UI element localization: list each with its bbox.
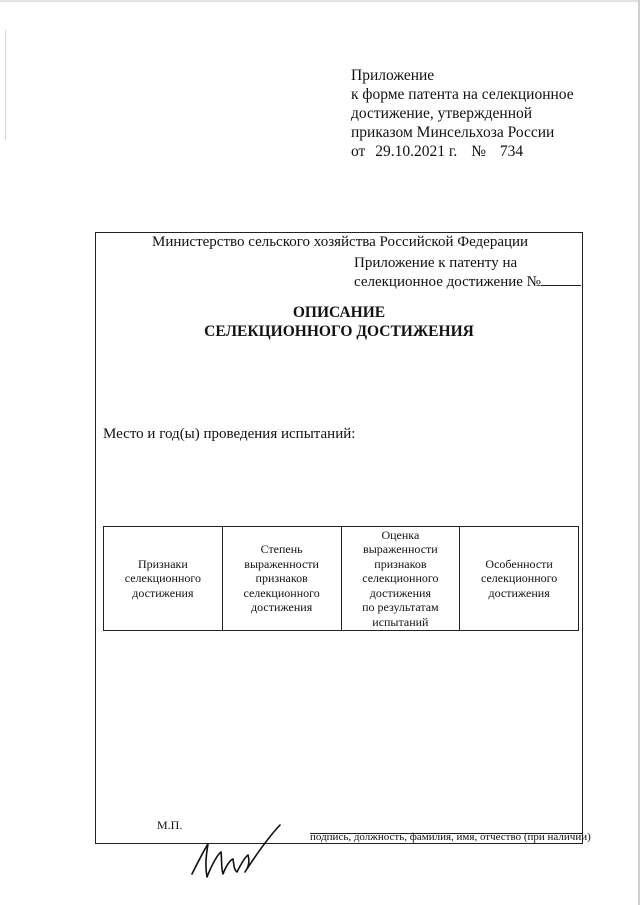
page-edge-top: [0, 0, 640, 2]
handwritten-signature: [188, 822, 283, 884]
page-edge-left: [5, 30, 6, 140]
approval-line-3: достижение, утвержденной: [351, 105, 533, 122]
approval-line-4: приказом Минсельхоза России: [351, 124, 555, 141]
document-title-line-1: ОПИСАНИЕ: [292, 304, 386, 321]
attachment-line-2-text: селекционное достижение №: [354, 274, 541, 290]
signature-caption: подпись, должность, фамилия, имя, отчество (при наличии): [310, 831, 591, 843]
approval-note: [351, 66, 574, 161]
header-assessment-line: по результатам: [362, 600, 439, 615]
header-expression-line: достижения: [251, 600, 313, 615]
approval-date-prefix: от: [351, 143, 366, 160]
stamp-place-label: М.П.: [157, 818, 183, 832]
patent-number-blank: [541, 273, 581, 286]
header-assessment-line: выраженности: [363, 542, 438, 557]
header-peculiarities-line: селекционного: [480, 571, 558, 586]
approval-number-sign: №: [471, 143, 486, 160]
header-assessment-line: селекционного: [362, 571, 439, 586]
header-peculiarities-line: Особенности: [485, 556, 553, 571]
header-expression-line: Степень: [260, 542, 303, 557]
header-expression-degree: [222, 527, 341, 631]
header-features-line: селекционного: [124, 571, 201, 586]
header-assessment: [341, 527, 460, 631]
header-peculiarities: [460, 527, 579, 631]
approval-line-2: к форме патента на селекционное: [351, 86, 574, 103]
table-header-row: [104, 527, 579, 631]
header-assessment-line: Оценка: [381, 527, 420, 542]
header-assessment-line: признаков: [374, 556, 427, 571]
header-assessment-line: достижения: [369, 585, 431, 600]
features-table: [103, 526, 579, 631]
header-expression-line: выраженности: [244, 556, 319, 571]
header-features-line: достижения: [132, 585, 194, 600]
document-title-line-2: СЕЛЕКЦИОННОГО ДОСТИЖЕНИЯ: [204, 323, 474, 340]
header-features-line: Признаки: [137, 556, 188, 571]
document-title: [96, 303, 582, 341]
attachment-line-2: [354, 273, 581, 292]
attachment-line-1: Приложение к патенту на: [354, 255, 518, 271]
approval-number: 734: [499, 143, 524, 160]
approval-line-1: Приложение: [351, 67, 435, 84]
header-features: [104, 527, 223, 631]
patent-attachment-form: [95, 232, 591, 844]
approval-date-line: [351, 142, 574, 161]
approval-date: 29.10.2021 г.: [375, 143, 458, 160]
attachment-heading: [354, 254, 581, 292]
place-and-year-label: Место и год(ы) проведения испытаний:: [103, 426, 356, 442]
header-expression-line: селекционного: [243, 585, 320, 600]
header-peculiarities-line: достижения: [488, 585, 550, 600]
ministry-name: Министерство сельского хозяйства Российской Федерации: [152, 234, 529, 250]
header-assessment-line: испытаний: [372, 614, 429, 629]
header-expression-line: признаков: [255, 571, 308, 586]
